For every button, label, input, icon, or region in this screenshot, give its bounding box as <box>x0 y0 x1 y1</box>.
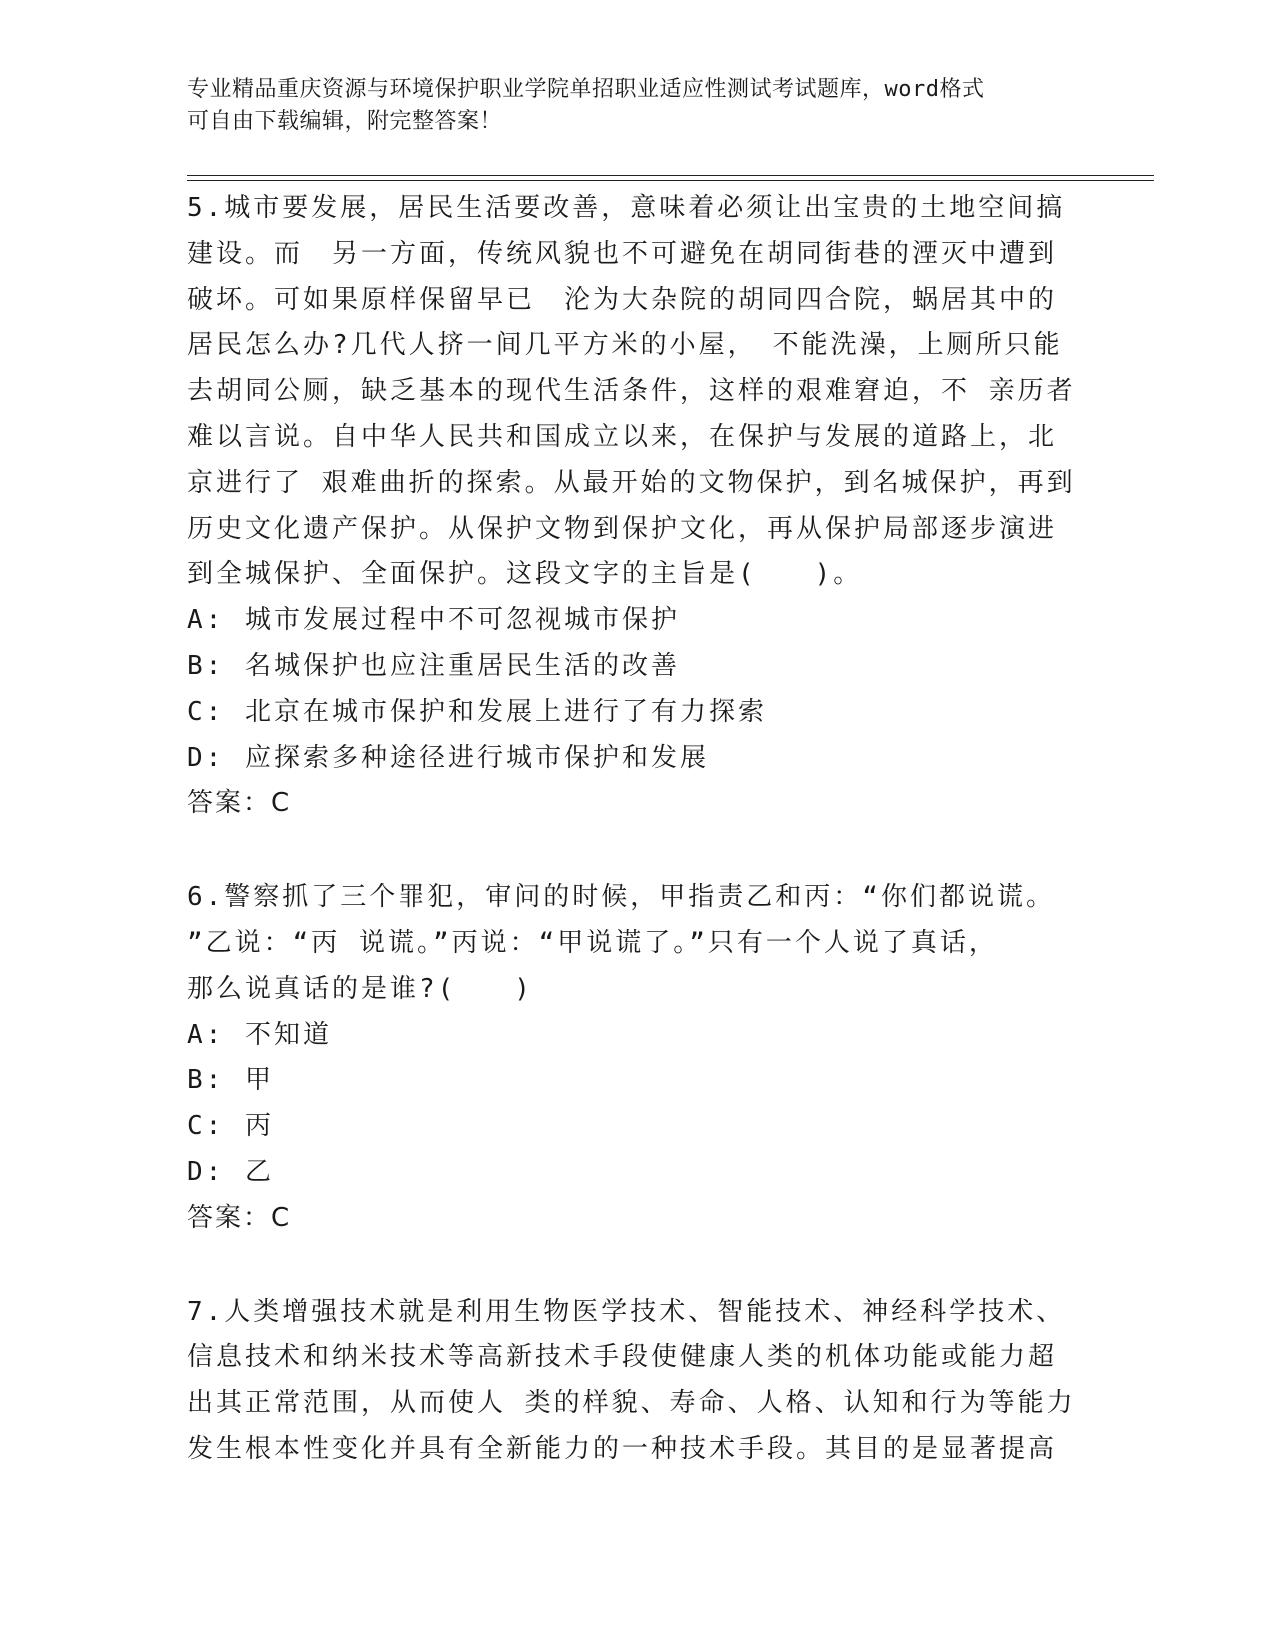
option-key: A: <box>187 1019 225 1050</box>
question-5 <box>187 186 1087 827</box>
question-stem <box>187 875 1087 1012</box>
option-key: B: <box>187 650 225 681</box>
stem-line: 5.城市要发展，居民生活要改善，意味着必须让出宝贵的土地空间搞 <box>187 193 1066 223</box>
option-text: 甲 <box>245 1065 275 1096</box>
stem-line: 去胡同公厕，缺乏基本的现代生活条件，这样的艰难窘迫，不 亲历者 <box>187 376 1076 407</box>
stem-line: 京进行了 艰难曲折的探索。从最开始的文物保护，到名城保护，再到 <box>187 467 1076 498</box>
option-text: 北京在城市保护和发展上进行了有力探索 <box>245 696 768 727</box>
stem-line: 信息技术和纳米技术等高新技术手段使健康人类的机体功能或能力超 <box>187 1342 1058 1373</box>
header-line-2: 可自由下载编辑，附完整答案！ <box>187 109 503 134</box>
option-text: 城市发展过程中不可忽视城市保护 <box>245 605 681 636</box>
question-6 <box>187 875 1087 1241</box>
stem-line: 出其正常范围，从而使人 类的样貌、寿命、人格、认知和行为等能力 <box>187 1388 1076 1419</box>
option-a <box>187 598 1087 644</box>
document-body <box>187 186 1087 1473</box>
stem-line: 发生根本性变化并具有全新能力的一种技术手段。其目的是显著提高 <box>187 1433 1058 1464</box>
stem-line: 建设。而 另一方面，传统风貌也不可避免在胡同街巷的湮灭中遭到 <box>187 238 1058 269</box>
stem-line: 6.警察抓了三个罪犯，审问的时候，甲指责乙和丙：“你们都说谎。 <box>187 882 1055 913</box>
answer-line: 答案：C <box>187 1202 292 1233</box>
option-d <box>187 1150 1087 1196</box>
question-stem <box>187 186 1087 598</box>
question-spacer <box>187 1242 1087 1290</box>
option-text: 名城保护也应注重居民生活的改善 <box>245 650 681 681</box>
question-stem <box>187 1290 1087 1473</box>
option-key: B: <box>187 1065 225 1096</box>
answer-line: 答案：C <box>187 788 292 819</box>
option-text: 丙 <box>245 1111 275 1142</box>
option-key: D: <box>187 742 225 773</box>
header-line-1: 专业精品重庆资源与环境保护职业学院单招职业适应性测试考试题库，word格式 <box>187 77 985 102</box>
stem-line: 破坏。可如果原样保留早已 沦为大杂院的胡同四合院，蜗居其中的 <box>187 284 1058 315</box>
stem-line: 历史文化遗产保护。从保护文物到保护文化，再从保护局部逐步演进 <box>187 513 1058 544</box>
option-text: 乙 <box>245 1156 275 1187</box>
stem-line: 那么说真话的是谁?( ) <box>187 973 533 1004</box>
stem-line: 到全城保护、全面保护。这段文字的主旨是( )。 <box>187 559 863 590</box>
stem-line: 难以言说。自中华人民共和国成立以来，在保护与发展的道路上，北 <box>187 421 1058 452</box>
option-a <box>187 1013 1087 1059</box>
option-b <box>187 644 1087 690</box>
option-c <box>187 1104 1087 1150</box>
option-key: C: <box>187 696 225 727</box>
question-spacer <box>187 827 1087 875</box>
stem-line: 居民怎么办?几代人挤一间几平方米的小屋， 不能洗澡，上厕所只能 <box>187 330 1063 361</box>
option-key: C: <box>187 1111 225 1142</box>
option-key: A: <box>187 605 225 636</box>
option-text: 应探索多种途径进行城市保护和发展 <box>245 742 710 773</box>
option-list <box>187 1013 1087 1196</box>
option-list <box>187 598 1087 781</box>
stem-line: ”乙说：“丙 说谎。”丙说：“甲说谎了。”只有一个人说了真话， <box>187 927 998 958</box>
option-c <box>187 690 1087 736</box>
page-header <box>187 74 1087 138</box>
option-d <box>187 736 1087 782</box>
option-text: 不知道 <box>245 1019 333 1050</box>
option-b <box>187 1058 1087 1104</box>
option-key: D: <box>187 1156 225 1187</box>
stem-line: 7.人类增强技术就是利用生物医学技术、智能技术、神经科学技术、 <box>187 1296 1066 1327</box>
header-divider <box>187 175 1154 181</box>
question-7 <box>187 1290 1087 1473</box>
